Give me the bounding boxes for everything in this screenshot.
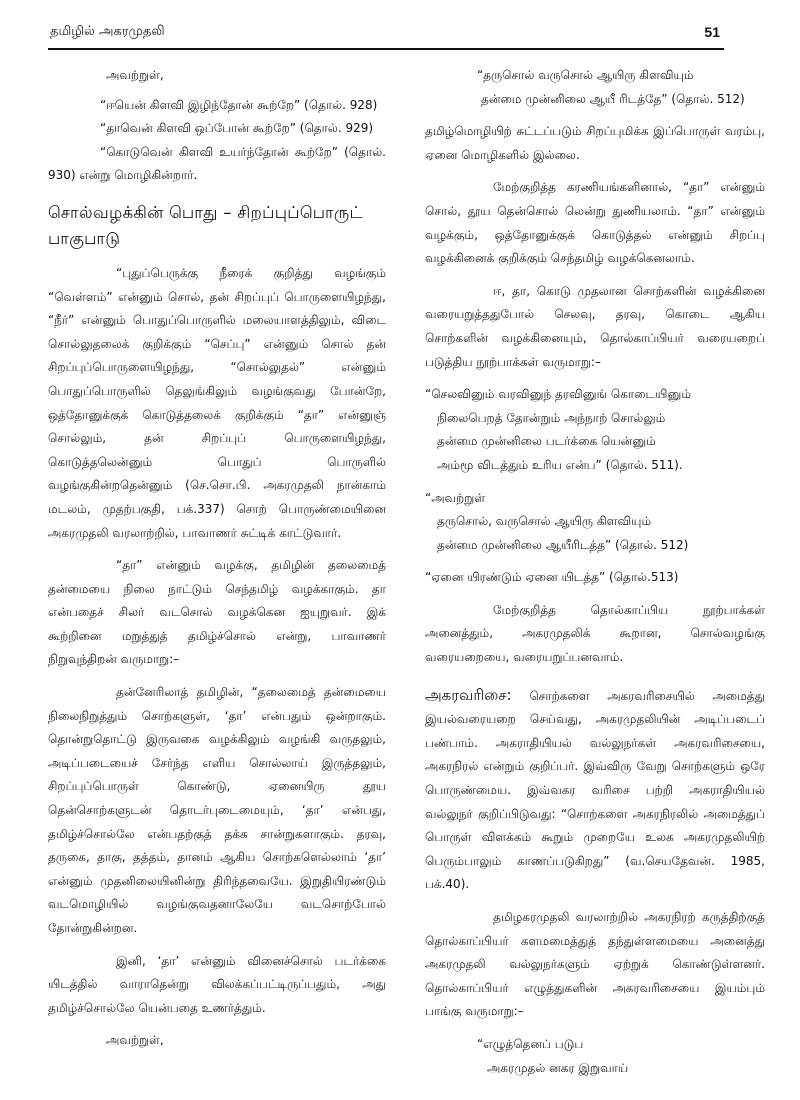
running-title: தமிழில் அகரமுதலி [50,24,165,39]
verse-line: “செலவினும் வரவினுந் தரவினுங் கொடையினும் [425,387,691,402]
verse-block [425,64,765,111]
closing-label: அவற்றுள், [106,1033,164,1048]
verse-line: தருசொல், வருசொல் ஆயிரு கிளவியும் [437,514,652,529]
verse-line: “அவற்றுள் [425,490,486,505]
verse-line: நிலைபெறத் தோன்றும் அந்நாற் சொல்லும் [437,410,666,425]
page-number: 51 [704,24,720,40]
left-column [48,64,386,1062]
verse-line: “எழுத்தெனப் படுப [477,1036,584,1051]
verse-line: தன்மை முன்னிலை படர்க்கை யென்னும் [437,434,656,449]
intro-label: அவற்றுள், [106,68,164,82]
quote-block [48,94,386,188]
paragraph: மேற்குறித்த கரணியங்களினால், “தா” என்னும் சொல், தூய தென்சொல் லென்று துணியலாம். “தா” என்னும் வழக்கும், ஒத்தோனுக்குக் கொடுத்தல் என்னும் சிறப்பு வழக்கினைக் குறிக்கும் செந்தமிழ் வழக்கெனலாம். [425,180,765,266]
verse-line: அகரமுதல் னகர இறுவாய் [487,1060,629,1075]
verse-line: தன்மை முன்னிலை ஆயீரிடத்த” (தொல். 512) [437,537,689,552]
verse-block [425,566,765,590]
quote-line: “ஈயென் கிளவி இழிந்தோன் கூற்றே” (தொல். 928) [100,97,378,112]
paragraph: “தா” என்னும் வழக்கு, தமிழின் தலைமைத் தன்மையை நிலை நாட்டும் செந்தமிழ் வழக்காகும். தா என்பதைச் சிலர் வடசொல் வழக்கென ஐயுறுவர். இக் கூற்றினை மறுத்துத் தமிழ்ச்சொல் என்று, பாவாணர் நிறுவுந்திறன் வருமாறு:– [48,558,386,667]
verse-block [425,383,765,477]
paragraph: ஈ, தா, கொடு முதலான சொற்களின் வழக்கினை வரையறுத்ததுபோல் செலவு, தரவு, கொடை ஆகிய சொற்களின் வழக்கினையும், தொல்காப்பியர் வரையறைப் படுத்திய நூற்பாக்கள் வருமாறு:– [425,283,765,369]
section-heading: சொல்வழக்கின் பொது – சிறப்புப்பொருட் பாகுபாடு [48,202,363,248]
verse-block [425,1033,765,1080]
verse-block [425,487,765,558]
paragraph [425,684,765,897]
inline-heading: அகரவரிசை: [425,685,512,704]
paragraph: இனி, ‘தா’ என்னும் வினைச்சொல் படர்க்கை யிடத்தில் வாராதென்று விலக்கப்பட்டிருப்பதும், அது தமிழ்ச்சொல்லே யென்பதை உணர்த்தும். [48,953,386,1015]
quote-line: “தாவென் கிளவி ஒப்போன் கூற்றே” (தொல். 929) [100,121,374,136]
paragraph: தமிழகரமுதலி வரலாற்றில் அகரநிரற் கருத்திற்குத் தொல்காப்பியர் களமமைத்துத் தந்துள்ளமையை அனைத்து அகரமுதலி வல்லுநர்களும் ஏற்றுக் கொண்டுள்ளனர். தொல்காப்பியர் எழுத்துகளின் அகரவரிசையை இயம்பும் பாங்கு வருமாறு:– [425,910,765,1019]
verse-line: “தருசொல் வருசொல் ஆயிரு கிளவியும் [477,68,694,82]
page-header [48,22,724,50]
verse-line: தன்மை முன்னிலை ஆயீ ரிடத்தே” (தொல். 512) [481,91,745,106]
paragraph: தமிழ்மொழியிற் சுட்டப்படும் சிறப்புமிக்க இப்பொருள் வரம்பு, ஏனை மொழிகளில் இல்லை. [425,124,765,162]
verse-line: அம்மூ விடத்தும் உரிய என்ப” (தொல். 511). [437,457,683,472]
quote-line: “கொடுவென் கிளவி உயர்ந்தோன் கூற்றே” (தொல். 930) என்று மொழிகின்றார். [48,144,386,183]
paragraph-text: சொற்களை அகரவரிசையில் அமைத்து இயல்வரையறை செய்வது, அகரமுதலியின் அடிப்படைப் பண்பாம். அகராதியியல் வல்லுநர்கள் அகரவரிசையை, அகரநிரல் என்றும் குறிப்பர். இவ்விரு வேறு சொற்களும் ஒரே பொருண்மைய. இவ்வகர வரிசை பற்றி அகராதியியல் வல்லுநர் குறிப்பிடுவது: “சொற்களை அகரநிரலில் அமைத்துப் பொருள் விளக்கம் கூறும் முறையே உலக அகரமுதலியிற் பெரும்பாலும் காணப்படுகிறது” (வ.செயதேவன். 1985, பக்.40). [425,688,765,892]
paragraph: தன்னேரிலாத் தமிழின், “தலைமைத் தன்மையை நிலைநிறுத்தும் சொற்களுள், ‘தா’ என்பதும் ஒன்றாகும். தொன்றுதொட்டு இருவகை வழக்கிலும் வழங்கி வருதலும், அடிப்படையைச் சேர்ந்த எளிய சொல்லாய் இருத்தலும், சிறப்புப்பொருள் கொண்டு, ஏனையிரு தூய தென்சொற்களுடன் தொடர்புடைமையும், ‘தா’ என்பது, தமிழ்ச்சொல்லே என்பதற்குத் தக்க சான்றுகளாகும். தரவு, தருகை, தாகு, தத்தம், தானம் ஆகிய சொற்களெல்லாம் ‘தா’ என்னும் முதனிலையினின்று திரிந்தவையே. இறுதியிரண்டும் வடமொழியில் வழங்குவதனாலேயே வடசொற்போல் தோன்றுகின்றன. [48,685,386,935]
paragraph: “புதுப்பெருக்கு நீரைக் குறித்து வழங்கும் “வெள்ளம்” என்னும் சொல், தன் சிறப்புப் பொருளையிழந்து, “நீர்” என்னும் பொதுப்பொருளில் மலையாளத்திலும், விடை சொல்லுதலைக் குறிக்கும் “செப்பு” என்னும் சொல் தன் சிறப்புப்பொருளையிழந்து, “சொல்லுதல்” என்னும் பொதுப்பொருளில் தெலுங்கிலும் வழங்குவது போன்றே, ஒத்தோனுக்குக் கொடுத்தலைக் குறிக்கும் “தா” என்னுஞ் சொல்லும், தன் சிறப்புப் பொருளையிழந்து, கொடுத்தலென்னும் பொதுப் பொருளில் வழங்குகின்றதென்னும் (செ.சொ.பி. அகரமுதலி நான்காம் மடலம், முதற்பகுதி, பக்.337) சொற் பொருண்மையினை அகரமுதலி வரலாற்றில், பாவாணர் சுட்டிக் காட்டுவார். [48,265,386,540]
paragraph: மேற்குறித்த தொல்காப்பிய நூற்பாக்கள் அனைத்தும், அகரமுதலிக் கூறான, சொல்வழங்கு வரையறையை, வரையறுப்பனவாம். [425,602,765,665]
verse-line: “ஏனை யிரண்டும் ஏனை யிடத்த” (தொல்.513) [425,570,679,585]
right-column [425,64,765,1089]
